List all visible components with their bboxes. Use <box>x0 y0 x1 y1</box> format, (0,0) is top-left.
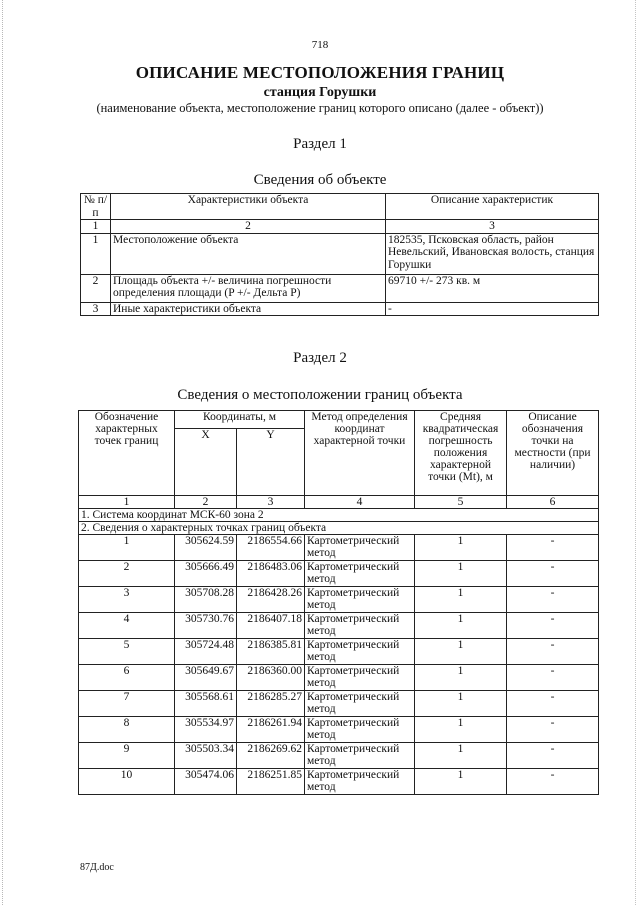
method-cell: Картометрический метод <box>305 613 415 639</box>
characteristic-cell: Иные характеристики объекта <box>111 302 386 316</box>
coord-y-cell: 2186554.66 <box>237 535 305 561</box>
table-row <box>81 302 599 316</box>
header-cell: № п/п <box>81 194 111 220</box>
header-cell: Характеристики объекта <box>111 194 386 220</box>
coord-x-cell: 305474.06 <box>175 769 237 795</box>
characteristic-cell: Площадь объекта +/- величина погрешности определения площади (P +/- Дельта P) <box>111 274 386 302</box>
method-cell: Картометрический метод <box>305 561 415 587</box>
column-number-row <box>79 496 599 509</box>
column-number: 2 <box>111 220 386 234</box>
table-row <box>79 587 599 613</box>
header-cell: Координаты, м <box>175 411 305 429</box>
characteristic-cell: Местоположение объекта <box>111 233 386 274</box>
coord-system-cell: 1. Система координат МСК-60 зона 2 <box>79 509 599 522</box>
section2-table-title: Сведения о местоположении границ объекта <box>177 387 463 403</box>
table-row <box>79 665 599 691</box>
error-cell: 1 <box>415 769 507 795</box>
coord-y-cell: 2186428.26 <box>237 587 305 613</box>
point-number-cell: 8 <box>79 717 175 743</box>
point-description-cell: - <box>507 535 599 561</box>
row-number: 1 <box>81 233 111 274</box>
method-cell: Картометрический метод <box>305 587 415 613</box>
points-body <box>79 535 599 795</box>
error-cell: 1 <box>415 717 507 743</box>
boundary-points-table <box>78 410 599 795</box>
point-description-cell: - <box>507 587 599 613</box>
column-number: 3 <box>386 220 599 234</box>
header-cell-x: X <box>175 429 237 496</box>
method-cell: Картометрический метод <box>305 639 415 665</box>
error-cell: 1 <box>415 587 507 613</box>
method-cell: Картометрический метод <box>305 665 415 691</box>
point-description-cell: - <box>507 665 599 691</box>
description-cell: 182535, Псковская область, район Невельский, Ивановская волость, станция Горушки <box>386 233 599 274</box>
coord-x-cell: 305503.34 <box>175 743 237 769</box>
column-number: 2 <box>175 496 237 509</box>
error-cell: 1 <box>415 535 507 561</box>
header-cell: Обозначение характерных точек границ <box>79 411 175 496</box>
header-cell-y: Y <box>237 429 305 496</box>
description-cell: - <box>386 302 599 316</box>
column-number: 6 <box>507 496 599 509</box>
error-cell: 1 <box>415 691 507 717</box>
object-name: станция Горушки <box>263 85 377 100</box>
point-description-cell: - <box>507 743 599 769</box>
column-number: 4 <box>305 496 415 509</box>
point-number-cell: 4 <box>79 613 175 639</box>
table-row <box>79 613 599 639</box>
section2-heading: Раздел 2 <box>293 350 347 366</box>
description-cell: 69710 +/- 273 кв. м <box>386 274 599 302</box>
column-number: 1 <box>81 220 111 234</box>
table-row <box>79 691 599 717</box>
coord-y-cell: 2186251.85 <box>237 769 305 795</box>
table-row <box>79 743 599 769</box>
table-row <box>79 535 599 561</box>
point-number-cell: 5 <box>79 639 175 665</box>
point-description-cell: - <box>507 717 599 743</box>
coord-y-cell: 2186360.00 <box>237 665 305 691</box>
column-number-row <box>81 220 599 234</box>
point-description-cell: - <box>507 613 599 639</box>
error-cell: 1 <box>415 561 507 587</box>
section1-table-title: Сведения об объекте <box>253 172 387 188</box>
coord-x-cell: 305666.49 <box>175 561 237 587</box>
point-number-cell: 3 <box>79 587 175 613</box>
coord-y-cell: 2186407.18 <box>237 613 305 639</box>
header-cell: Средняя квадратическая погрешность положения характерной точки (Mt), м <box>415 411 507 496</box>
header-cell: Описание обозначения точки на местности (при наличии) <box>507 411 599 496</box>
page-number: 718 <box>311 39 329 51</box>
file-name: 87Д.doc <box>80 862 114 873</box>
method-cell: Картометрический метод <box>305 535 415 561</box>
object-info-table <box>80 193 599 316</box>
table-header-row <box>81 194 599 220</box>
coord-x-cell: 305730.76 <box>175 613 237 639</box>
coord-y-cell: 2186483.06 <box>237 561 305 587</box>
method-cell: Картометрический метод <box>305 769 415 795</box>
coord-y-cell: 2186261.94 <box>237 717 305 743</box>
table-row <box>81 233 599 274</box>
row-number: 3 <box>81 302 111 316</box>
object-name-note: (наименование объекта, местоположение границ которого описано (далее - объект)) <box>96 101 544 115</box>
point-description-cell: - <box>507 561 599 587</box>
header-cell: Метод определения координат характерной точки <box>305 411 415 496</box>
points-title-row <box>79 522 599 535</box>
point-description-cell: - <box>507 639 599 665</box>
point-description-cell: - <box>507 691 599 717</box>
coord-x-cell: 305724.48 <box>175 639 237 665</box>
coord-y-cell: 2186269.62 <box>237 743 305 769</box>
coord-x-cell: 305534.97 <box>175 717 237 743</box>
coord-x-cell: 305708.28 <box>175 587 237 613</box>
error-cell: 1 <box>415 665 507 691</box>
table-row <box>79 717 599 743</box>
table-row <box>79 769 599 795</box>
point-number-cell: 9 <box>79 743 175 769</box>
method-cell: Картометрический метод <box>305 743 415 769</box>
method-cell: Картометрический метод <box>305 717 415 743</box>
header-cell: Описание характеристик <box>386 194 599 220</box>
column-number: 3 <box>237 496 305 509</box>
table-row <box>79 561 599 587</box>
point-description-cell: - <box>507 769 599 795</box>
table-row <box>79 639 599 665</box>
point-number-cell: 10 <box>79 769 175 795</box>
column-number: 5 <box>415 496 507 509</box>
coord-y-cell: 2186285.27 <box>237 691 305 717</box>
coord-x-cell: 305624.59 <box>175 535 237 561</box>
section1-heading: Раздел 1 <box>293 136 347 152</box>
table-header-row <box>79 411 599 429</box>
coord-system-row <box>79 509 599 522</box>
method-cell: Картометрический метод <box>305 691 415 717</box>
error-cell: 1 <box>415 743 507 769</box>
column-number: 1 <box>79 496 175 509</box>
coord-x-cell: 305568.61 <box>175 691 237 717</box>
coord-x-cell: 305649.67 <box>175 665 237 691</box>
error-cell: 1 <box>415 613 507 639</box>
coord-y-cell: 2186385.81 <box>237 639 305 665</box>
points-title-cell: 2. Сведения о характерных точках границ объекта <box>79 522 599 535</box>
point-number-cell: 7 <box>79 691 175 717</box>
document-title: ОПИСАНИЕ МЕСТОПОЛОЖЕНИЯ ГРАНИЦ <box>135 63 505 82</box>
point-number-cell: 2 <box>79 561 175 587</box>
error-cell: 1 <box>415 639 507 665</box>
point-number-cell: 6 <box>79 665 175 691</box>
row-number: 2 <box>81 274 111 302</box>
table-row <box>81 274 599 302</box>
point-number-cell: 1 <box>79 535 175 561</box>
